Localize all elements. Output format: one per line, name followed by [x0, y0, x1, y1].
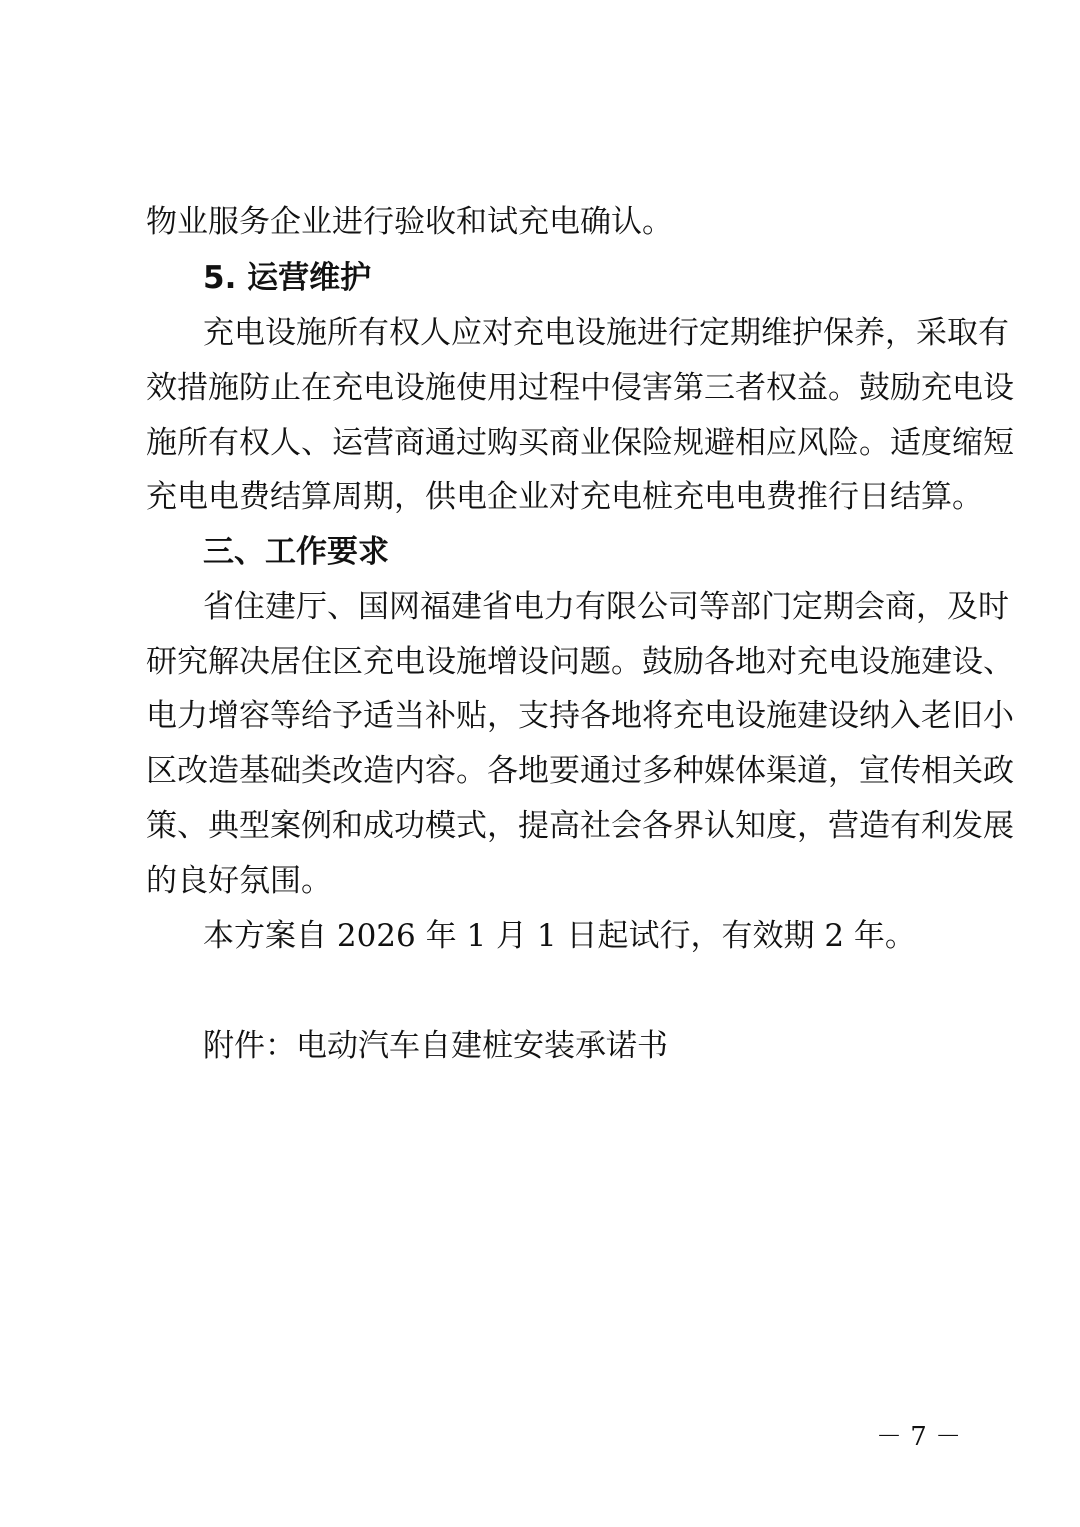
paragraph-requirements-line-6: 的良好氛围。: [146, 863, 332, 899]
paragraph-continuation: 物业服务企业进行验收和试充电确认。: [146, 204, 673, 240]
paragraph-requirements-line-4: 区改造基础类改造内容。各地要通过多种媒体渠道，宣传相关政: [146, 753, 1014, 789]
paragraph-requirements-line-2: 研究解决居住区充电设施增设问题。鼓励各地对充电设施建设、: [146, 644, 1014, 680]
paragraph-maintenance-line-2: 效措施防止在充电设施使用过程中侵害第三者权益。鼓励充电设: [146, 370, 1014, 406]
paragraph-maintenance-line-3: 施所有权人、运营商通过购买商业保险规避相应风险。适度缩短: [146, 425, 1014, 461]
paragraph-requirements-line-1: 省住建厅、国网福建省电力有限公司等部门定期会商，及时: [203, 589, 1009, 625]
paragraph-maintenance-line-4: 充电电费结算周期，供电企业对充电桩充电电费推行日结算。: [146, 479, 983, 515]
section-heading-operation-maintenance: 5. 运营维护: [203, 260, 372, 296]
page-number: － 7 －: [876, 1422, 962, 1452]
paragraph-requirements-line-3: 电力增容等给予适当补贴，支持各地将充电设施建设纳入老旧小: [146, 698, 1014, 734]
attachment-line: 附件：电动汽车自建桩安装承诺书: [203, 1028, 668, 1064]
effective-date-statement: 本方案自 2026 年 1 月 1 日起试行，有效期 2 年。: [203, 918, 916, 954]
section-heading-work-requirements: 三、工作要求: [203, 534, 389, 570]
paragraph-requirements-line-5: 策、典型案例和成功模式，提高社会各界认知度，营造有利发展: [146, 808, 1014, 844]
paragraph-maintenance-line-1: 充电设施所有权人应对充电设施进行定期维护保养，采取有: [203, 315, 1009, 351]
